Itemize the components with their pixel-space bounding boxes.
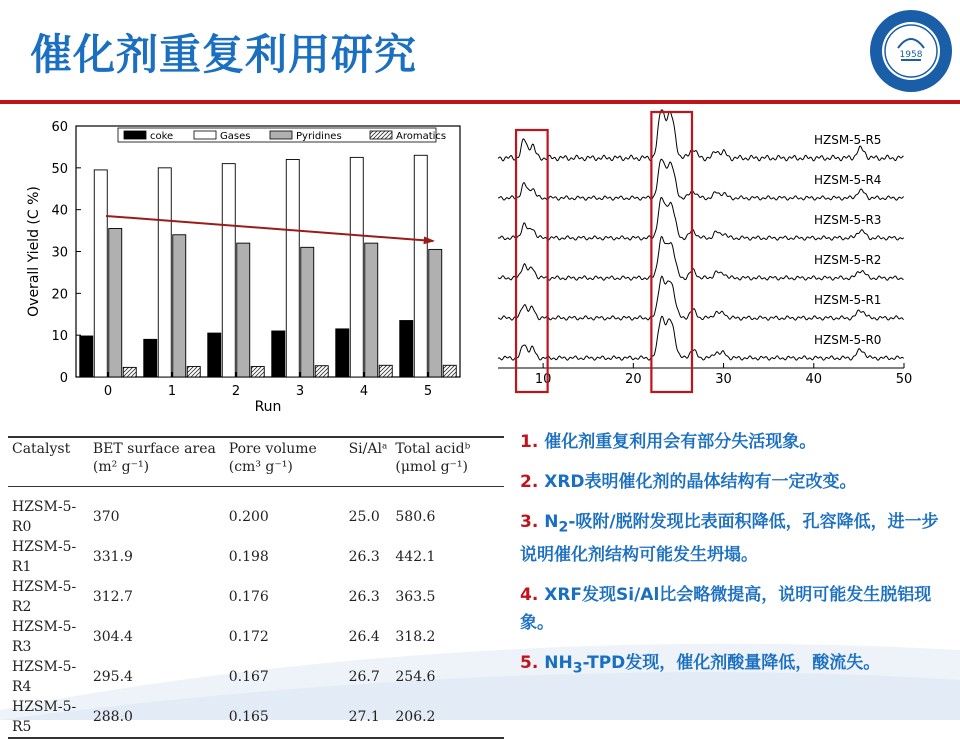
finding-number: 2. (520, 472, 545, 492)
table-cell: 206.2 (395, 709, 436, 726)
table-cell: 295.4 (92, 669, 133, 686)
finding-item (520, 508, 950, 569)
bar-gases (286, 159, 299, 377)
series-label: HZSM-5-R3 (813, 213, 882, 227)
finding-item (520, 581, 950, 637)
finding-number: 4. (520, 585, 545, 606)
findings-list (520, 428, 950, 695)
bar-gases (350, 157, 363, 377)
table-cell: 26.4 (348, 629, 380, 646)
bar-aromatics (443, 365, 456, 377)
highlight-box (516, 130, 548, 392)
table-cell: 318.2 (395, 629, 436, 646)
bar-aromatics (251, 367, 264, 377)
finding-text: $N_2-$吸附/脱附发现比表面积降低，孔容降低，进一步说明催化剂结构可能发生坍塌。 (520, 512, 939, 566)
university-logo (868, 8, 954, 94)
bar-pyridines (109, 228, 122, 377)
legend-swatch (370, 131, 392, 139)
table-cell: HZSM-5-R0 (12, 499, 77, 536)
bar-aromatics (123, 367, 136, 377)
bar-gases (414, 155, 427, 377)
bar-pyridines (237, 243, 250, 377)
table-cell: 288.0 (92, 709, 133, 726)
x-tick-label: 2 (231, 384, 241, 399)
y-tick-label: 60 (51, 120, 68, 135)
table-cell: HZSM-5-R1 (12, 539, 77, 576)
x-tick-label: 4 (359, 384, 369, 399)
xrd-pattern-chart (480, 108, 920, 398)
x-tick-label: 50 (895, 372, 913, 387)
finding-number: 1. (520, 432, 545, 452)
yield-bar-chart (20, 112, 470, 417)
finding-number: 3. (520, 512, 545, 532)
title-rule (0, 100, 960, 104)
series-label: HZSM-5-R1 (813, 293, 882, 307)
series-label: HZSM-5-R0 (813, 333, 882, 347)
finding-item (520, 649, 950, 682)
bar-coke (208, 333, 221, 377)
legend-label: Aromatics (396, 131, 447, 142)
legend-label: Pyridines (296, 131, 342, 142)
bar-gases (158, 168, 171, 377)
bar-pyridines (301, 247, 314, 377)
table-cell: 312.7 (92, 589, 133, 606)
table-cell: HZSM-5-R5 (12, 699, 77, 736)
table-cell: 0.176 (228, 589, 269, 606)
table-cell: 0.165 (228, 709, 269, 726)
bar-aromatics (315, 366, 328, 377)
x-tick-label: 30 (715, 372, 732, 387)
bar-aromatics (379, 365, 392, 377)
table-cell: 363.5 (395, 589, 436, 606)
finding-text: $NH_3$-TPD发现，催化剂酸量降低，酸流失。 (544, 653, 881, 677)
legend-label: coke (150, 131, 174, 142)
slide-title: 催化剂重复利用研究 (30, 30, 418, 79)
x-tick-label: 1 (167, 384, 177, 399)
y-tick-label: 30 (51, 245, 68, 261)
table-cell: 0.167 (228, 669, 269, 686)
table-header-acid: Total acidᵇ (μmol g⁻¹) (391, 437, 504, 487)
table-row (8, 537, 504, 577)
table-cell: 0.172 (228, 629, 269, 646)
table-cell: 370 (92, 509, 120, 526)
bar-gases (222, 164, 235, 377)
y-tick-label: 0 (59, 371, 68, 386)
y-tick-label: 50 (51, 161, 68, 177)
table-cell: 26.7 (348, 669, 380, 686)
table-cell: 304.4 (92, 629, 133, 646)
table-cell: 26.3 (348, 589, 380, 606)
legend-swatch (194, 131, 216, 139)
bar-pyridines (173, 235, 186, 377)
table-cell: HZSM-5-R3 (12, 619, 77, 656)
y-tick-label: 40 (51, 203, 68, 219)
finding-text: XRD表明催化剂的晶体结构有一定改变。 (544, 472, 857, 492)
x-tick-label: 3 (295, 384, 305, 399)
bar-pyridines (365, 243, 378, 377)
series-label: HZSM-5-R2 (813, 253, 882, 267)
x-tick-label: 20 (625, 372, 642, 387)
catalyst-properties-table (8, 436, 504, 736)
x-tick-label: 5 (423, 384, 433, 399)
trend-arrow-head (424, 236, 435, 244)
x-tick-label: 0 (103, 384, 113, 399)
table-row (8, 697, 504, 738)
y-axis-label: Overall Yield (C %) (26, 186, 42, 317)
bar-coke (336, 329, 349, 377)
table-header-pore: Pore volume (cm³ g⁻¹) (225, 437, 345, 487)
bar-coke (144, 339, 157, 377)
x-tick-label: 10 (534, 372, 552, 387)
table-cell: 580.6 (395, 509, 436, 526)
finding-text: 催化剂重复利用会有部分失活现象。 (544, 432, 817, 452)
table-cell: 0.198 (228, 549, 269, 566)
y-tick-label: 20 (51, 287, 68, 303)
table-row (8, 577, 504, 617)
table-header-bet: BET surface area (m² g⁻¹) (89, 437, 225, 487)
bar-gases (94, 170, 107, 377)
bar-coke (272, 331, 285, 377)
table-cell: HZSM-5-R2 (12, 579, 77, 616)
series-label: HZSM-5-R4 (813, 173, 882, 187)
legend-label: Gases (220, 131, 251, 142)
x-tick-label: 40 (805, 372, 823, 387)
bar-aromatics (187, 367, 200, 377)
highlight-box (651, 112, 692, 392)
table-cell: 27.1 (348, 709, 380, 726)
bar-coke (80, 336, 93, 377)
logo-year: 1958 (899, 50, 923, 60)
table-row (8, 657, 504, 697)
bar-pyridines (429, 249, 442, 377)
legend-swatch (270, 131, 292, 139)
table-header-sial: Si/Alᵃ (345, 437, 392, 487)
y-tick-label: 10 (51, 329, 68, 345)
chart-legend (118, 128, 446, 142)
table-cell: HZSM-5-R4 (12, 659, 77, 696)
table-header-catalyst: Catalyst (8, 437, 89, 487)
table-cell: 254.6 (395, 669, 436, 686)
table-row (8, 617, 504, 657)
series-label: HZSM-5-R5 (813, 133, 882, 147)
table-row (8, 487, 504, 538)
table-cell: 442.1 (395, 549, 436, 566)
finding-item (520, 428, 950, 456)
x-axis-label: Run (254, 399, 282, 415)
table-cell: 331.9 (92, 549, 133, 566)
finding-item (520, 468, 950, 496)
bar-coke (400, 321, 413, 377)
table-cell: 0.200 (228, 509, 269, 526)
finding-number: 5. (520, 653, 545, 674)
table-cell: 25.0 (348, 509, 380, 526)
table-cell: 26.3 (348, 549, 380, 566)
table-header-row (8, 437, 504, 487)
legend-swatch (124, 131, 146, 139)
finding-text: XRF发现Si/Al比会略微提高，说明可能发生脱铝现象。 (520, 585, 932, 634)
trend-arrow-line (106, 216, 433, 241)
